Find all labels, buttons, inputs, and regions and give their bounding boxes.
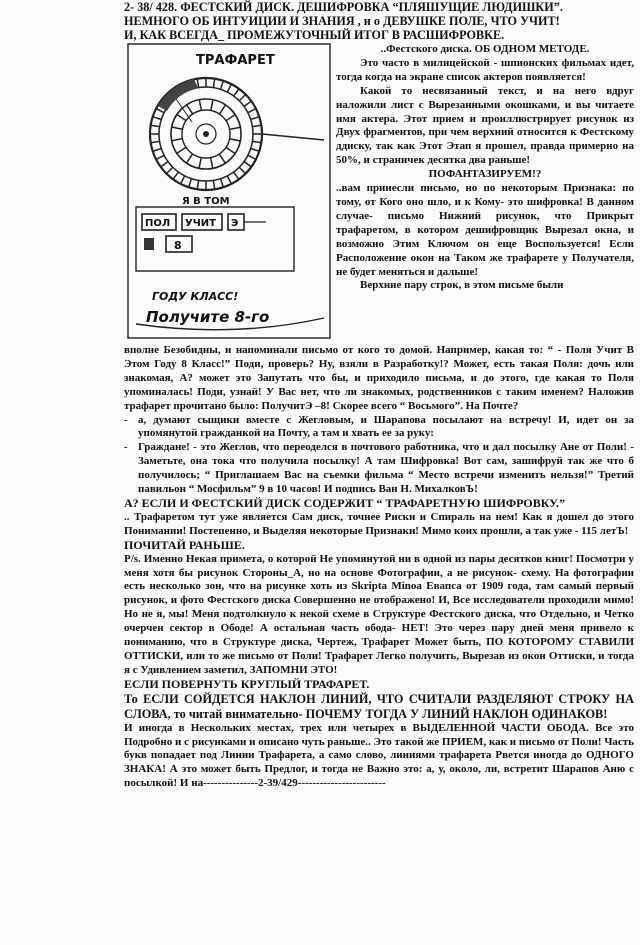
sketch-signature: Получите 8-го — [146, 308, 270, 326]
paragraph-disk-is-stencil: .. Трафаретом тут уже является Сам диск, точнее Риски и Спираль на нем! Как я дошел до этого Понимании! Постепенно, и Выделяя некоторые Признаки! Мимо коих прошли, а так уже - 115 летЪ! — [124, 510, 634, 537]
paragraph-lines-tilt: То ЕСЛИ СОЙДЕТСЯ НАКЛОН ЛИНИЙ, ЧТО СЧИТАЛИ РАЗДЕЛЯЮТ СТРОКУ НА СЛОВА, то читай внимательно- ПОЧЕМУ ТОГДА У ЛИНИЙ НАКЛОН ОДИНАКОВ! — [124, 691, 634, 721]
sketch-bottom-line: ГОДУ КЛАСС! — [152, 290, 239, 303]
dialogue-item-1: - а, думают сыщики вместе с Жегловым, и Шарапова посылают на встречу! И, идет он за упомянутой гражданкой на Почту, а там и хвать ее за руку: — [124, 413, 634, 440]
right-column-text — [336, 43, 634, 293]
sketch-cell-1: ПОЛ — [145, 218, 171, 229]
paragraph-films: Это часто в милицейской - шпионских фильмах идет, тогда когда на экране список актеров появляется! — [336, 56, 634, 83]
heading-phaistos-stencil: А? ЕСЛИ И ФЕСТСКИЙ ДИСК СОДЕРЖИТ “ ТРАФАРЕТНУЮ ШИФРОВКУ.” — [124, 495, 566, 510]
heading-rotate-stencil: ЕСЛИ ПОВЕРНУТЬ КРУГЛЫЙ ТРАФАРЕТ. — [124, 676, 370, 691]
sketch-title: ТРАФАРЕТ — [196, 53, 275, 68]
document-header — [124, 0, 634, 42]
section-method-title: ..Фестского диска. ОБ ОДНОМ МЕТОДЕ. — [380, 43, 590, 55]
sketch-cell-3: Э — [231, 218, 239, 229]
dialogue-item-2: - Граждане! - это Жеглов, что переоделся в почтового работника, что и дал посылку Ане от Поли! - Заметьте, она тока что получила посылку! А там Шифровка! Вот сам, зашифруй так же что б получилось; “ Приглашаем Вас на съемки фильма “ Место встречи изменить нельзя!” Третий павильон “ Мосфильм” 9 в 10 часов! И подпись Ван Н. МихалковЪ! — [124, 441, 634, 496]
paragraph-top-lines-start: Верхние пару строк, в этом письме были — [360, 279, 564, 292]
paragraph-top-lines-rest: вполне Безобидны, и напоминали письмо от кого то домой. Например, какая то: “ - Поля Учит В Этом Году 8 Класс!” Поди, проверь? Ну, взяли в Разработку!? Может, есть такая Поля: дочь или знакомая, А? может это Запутать что бы, и приходило письма, и до этого, где какая то Поля упоминалась! Поди, узнай! У Вас нет, что ли знакомых, родственников с таким именем? Наложив трафарет прочитано было: ПолучитЭ –8! Скорее всего “ Восьмого”. На Почте? — [124, 344, 634, 412]
header-line-1: 2- 38/ 428. ФЕСТСКИЙ ДИСК. ДЕШИФРОВКА “ПЛЯШУЩИЕ ЛЮДИШКИ”. — [124, 0, 563, 14]
main-body-text — [124, 344, 634, 791]
paragraph-postscript: P/s. Именно Некая примета, о которой Не упомянутой ни в одной из пары десятков книг! Посмотри у меня хотя бы рисунок Стороны_А, но на основе Фотографии, а не рисунок- схему. На фотографии есть несколько зон, что на рисунке хоть из Skripta Minoa Евапса от 1909 года, там самый первый рисунок, и фото Фестского диска Совершенно не отображено! И, Все исследователи проходили мимо! Но не я, мы! Меня подтолкнуло к некой схеме в Структуре Фестского диска, что Отдельно, и Четко очерчен сектор в Ободе! А остальная часть обода- НЕТ! Это через пару дней меня привело к пониманию, что в Структуре диска, Чертеж, Трафарет Может быть, ПО КОТОРОМУ СТАВИЛИ ОТТИСКИ, или то же письмо от Поли! Трафарет Легко получить, Вырезав из окон Оттиски, и тогда я с Удивлением заметил, ЗАПОМНИ ЭТО! — [124, 552, 634, 676]
heading-read-earlier: ПОЧИТАЙ РАНЬШЕ. — [124, 537, 245, 552]
header-line-3: И, КАК ВСЕГДА_ ПРОМЕЖУТОЧНЫЙ ИТОГ В РАСШИФРОВКЕ. — [124, 28, 505, 42]
paragraph-conclusion: И иногда в Нескольких местах, трех или четырех в ВЫДЕЛЕННОЙ ЧАСТИ ОБОДА. Все это Подробно и с рисунками и описано чуть раньше.. Это такой же ПРИЕМ, как и письмо от Поли! Часть букв попадает под Линии Трафарета, а само слово, линиями трафарета Рвется иногда до ОДНОГО ЗНАКА! А это может быть Предлог, и тогда не Важно это: а, у, около, ли, встретит Шарапов Аню с посылкой! И на---------------2-39/429------------------------ — [124, 721, 634, 790]
stencil-sketch — [124, 42, 334, 342]
sketch-row-label: Я В ТОМ — [182, 196, 230, 207]
header-line-2: НЕМНОГО ОБ ИНТУИЦИИ И ЗНАНИЯ , и о ДЕВУШКЕ ПОЛЕ, ЧТО УЧИТ! — [124, 14, 560, 28]
sketch-cell-2: УЧИТ — [185, 218, 216, 229]
paragraph-stencil-method: Какой то несвязанный текст, и на него вдруг наложили лист с Вырезанными окошками, и вы читаете имя актера. Этот прием и проиллюстрирует рисунок из Двух фрагментов, при чем верхний относится к Фестскому ддиску, так как Этот Этап я прошел, правда примерно на 50%, и страничек десятка два раньше! — [336, 84, 634, 167]
disk-drawing — [150, 78, 324, 190]
heading-fantasize: ПОФАНТАЗИРУЕМ!? — [428, 168, 542, 181]
paragraph-letter: ..вам принесли письмо, но по некоторым Признака: по тому, от Кого оно шло, и к Кому- это шифровка! В данном случае- письмо Нижний рисунок, что Прикрыт трафаретом, в котором дешифровщик Вырезал окна, и возможно Этим Ключом он еще Воспользуется! Если Расположение окон на Таком же трафарете у Получателя, не будет меняться и дальше! — [336, 182, 634, 278]
stencil-drawing — [124, 42, 334, 342]
sketch-cell-4: 8 — [174, 239, 182, 252]
